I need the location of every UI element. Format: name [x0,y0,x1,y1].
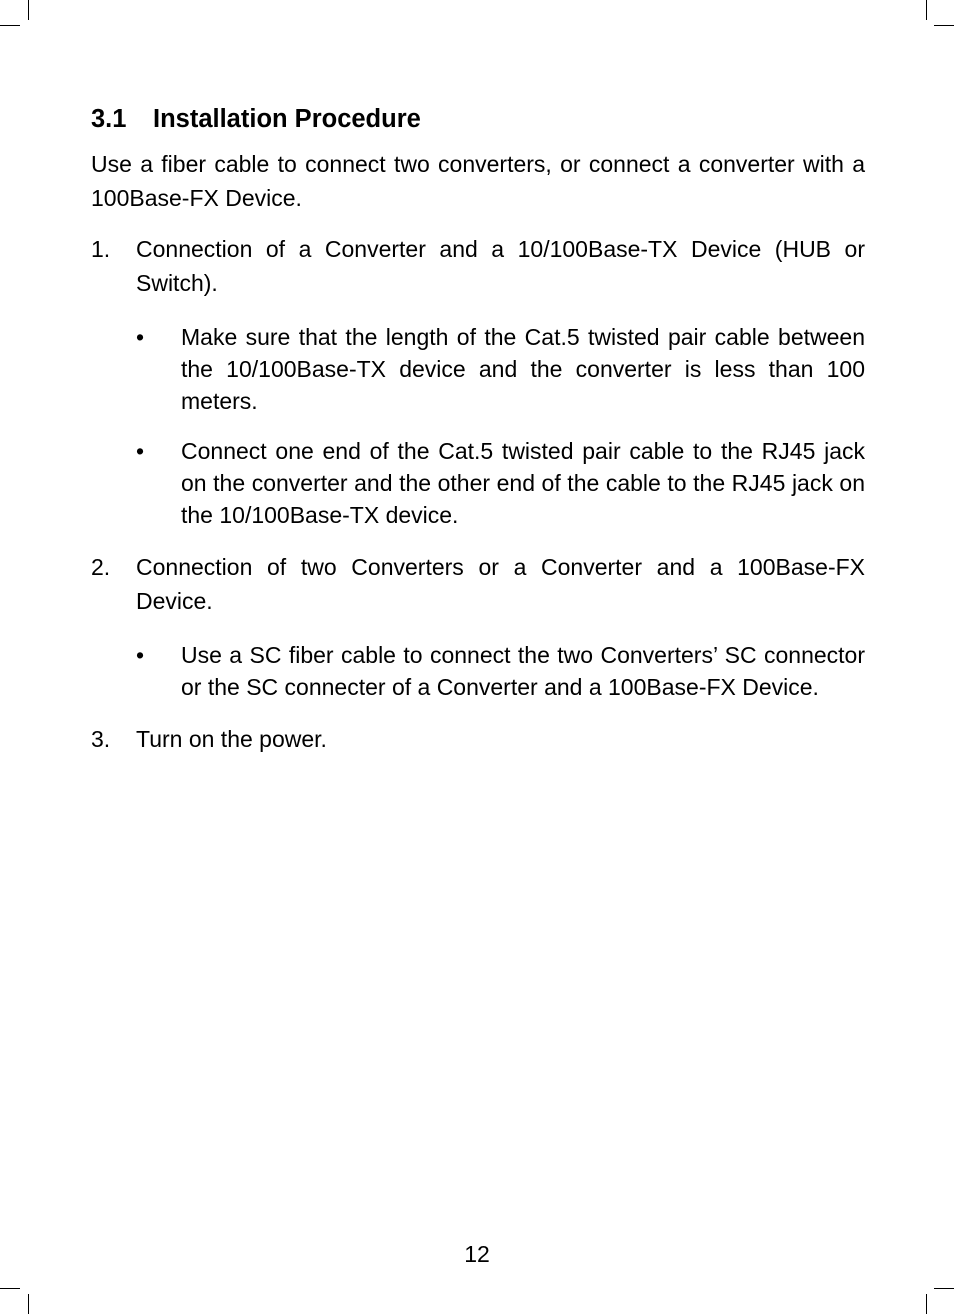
section-number: 3.1 [91,105,127,133]
bullet-icon: • [136,438,145,464]
section-title: Installation Procedure [153,105,421,133]
crop-mark [28,1294,29,1314]
bullet-text: Connect one end of the Cat.5 twisted pair cable to the RJ45 jack on the converter and the other end of the cable to the RJ45 jack on the 10/100Base-TX device. [181,438,865,528]
bullet-text: Use a SC fiber cable to connect the two Converters’ SC connector or the SC connecter of a Converter and a 100Base-FX Device. [181,642,865,700]
step-item [91,550,865,618]
step-number: 3. [91,726,111,752]
step-text: Turn on the power. [136,726,327,752]
bullet-item [91,435,865,531]
step-number: 2. [91,554,111,580]
page-content [91,98,865,756]
step-number: 1. [91,236,111,262]
crop-mark [28,0,29,20]
bullet-icon: • [136,642,145,668]
crop-mark [926,0,927,20]
step-text: Connection of two Converters or a Converter and a 100Base-FX Device. [136,554,865,614]
step-item [91,722,865,756]
section-heading [91,98,865,140]
bullet-item [91,321,865,417]
page-number: 12 [464,1241,490,1267]
step-text: Connection of a Converter and a 10/100Base-TX Device (HUB or Switch). [136,236,865,296]
crop-mark [934,25,954,26]
bullet-item [91,639,865,703]
bullet-icon: • [136,324,145,350]
bullet-text: Make sure that the length of the Cat.5 twisted pair cable between the 10/100Base-TX device and the converter is less than 100 meters. [181,324,865,414]
intro-paragraph: Use a fiber cable to connect two converters, or connect a converter with a 100Base-FX Device. [91,151,865,211]
step-item [91,232,865,300]
crop-mark [0,1288,20,1289]
crop-mark [926,1294,927,1314]
crop-mark [0,25,20,26]
crop-mark [934,1288,954,1289]
